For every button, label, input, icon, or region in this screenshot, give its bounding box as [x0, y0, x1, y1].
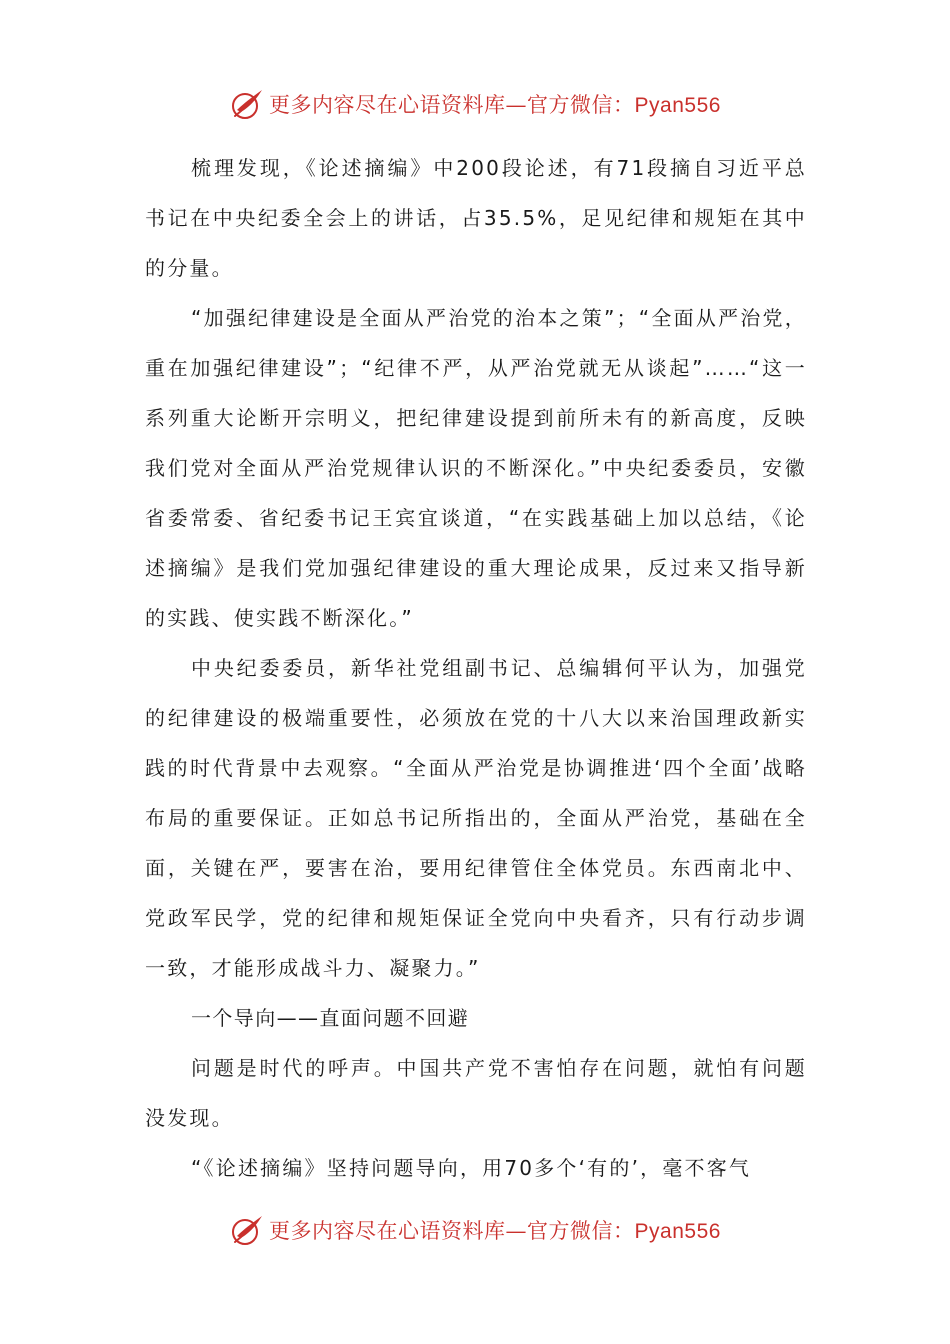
- paragraph: “加强纪律建设是全面从严治党的治本之策”；“全面从严治党，重在加强纪律建设”；“纪律不严，从严治党就无从谈起”……“这一系列重大论断开宗明义，把纪律建设提到前所未有的新高度，反映我们党对全面从严治党规律认识的不断深化。”中央纪委委员，安徽省委常委、省纪委书记王宾宜谈道，“在实践基础上加以总结，《论述摘编》是我们党加强纪律建设的重大理论成果，反过来又指导新的实践、使实践不断深化。”: [145, 306, 807, 630]
- footer-separator: —: [505, 1219, 528, 1243]
- quill-logo-icon: [229, 1212, 265, 1248]
- section-heading: 一个导向——直面问题不回避: [191, 1006, 470, 1030]
- footer-banner-text: [269, 1215, 721, 1245]
- header-banner-text: [269, 89, 721, 119]
- header-wechat-id: Pyan556: [634, 94, 721, 117]
- header-banner: [0, 84, 950, 124]
- header-title: 更多内容尽在心语资料库: [269, 93, 506, 117]
- document-body: [145, 143, 807, 1193]
- header-separator: —: [505, 93, 528, 117]
- paragraph: 梳理发现，《论述摘编》中200段论述，有71段摘自习近平总书记在中央纪委全会上的讲话，占35.5%，足见纪律和规矩在其中的分量。: [145, 156, 807, 280]
- footer-wechat-label: 官方微信：: [527, 1219, 635, 1243]
- paragraph: “《论述摘编》坚持问题导向，用70多个‘有的’，毫不客气: [191, 1156, 752, 1180]
- header-wechat-label: 官方微信：: [527, 93, 635, 117]
- footer-banner: [0, 1210, 950, 1250]
- quill-logo-icon: [229, 86, 265, 122]
- paragraph: 问题是时代的呼声。中国共产党不害怕存在问题，就怕有问题没发现。: [145, 1056, 807, 1130]
- footer-wechat-id: Pyan556: [634, 1220, 721, 1243]
- paragraph: 中央纪委委员，新华社党组副书记、总编辑何平认为，加强党的纪律建设的极端重要性，必须放在党的十八大以来治国理政新实践的时代背景中去观察。“全面从严治党是协调推进‘四个全面’战略布局的重要保证。正如总书记所指出的，全面从严治党，基础在全面，关键在严，要害在治，要用纪律管住全体党员。东西南北中、党政军民学，党的纪律和规矩保证全党向中央看齐，只有行动步调一致，才能形成战斗力、凝聚力。”: [145, 656, 807, 980]
- footer-title: 更多内容尽在心语资料库: [269, 1219, 506, 1243]
